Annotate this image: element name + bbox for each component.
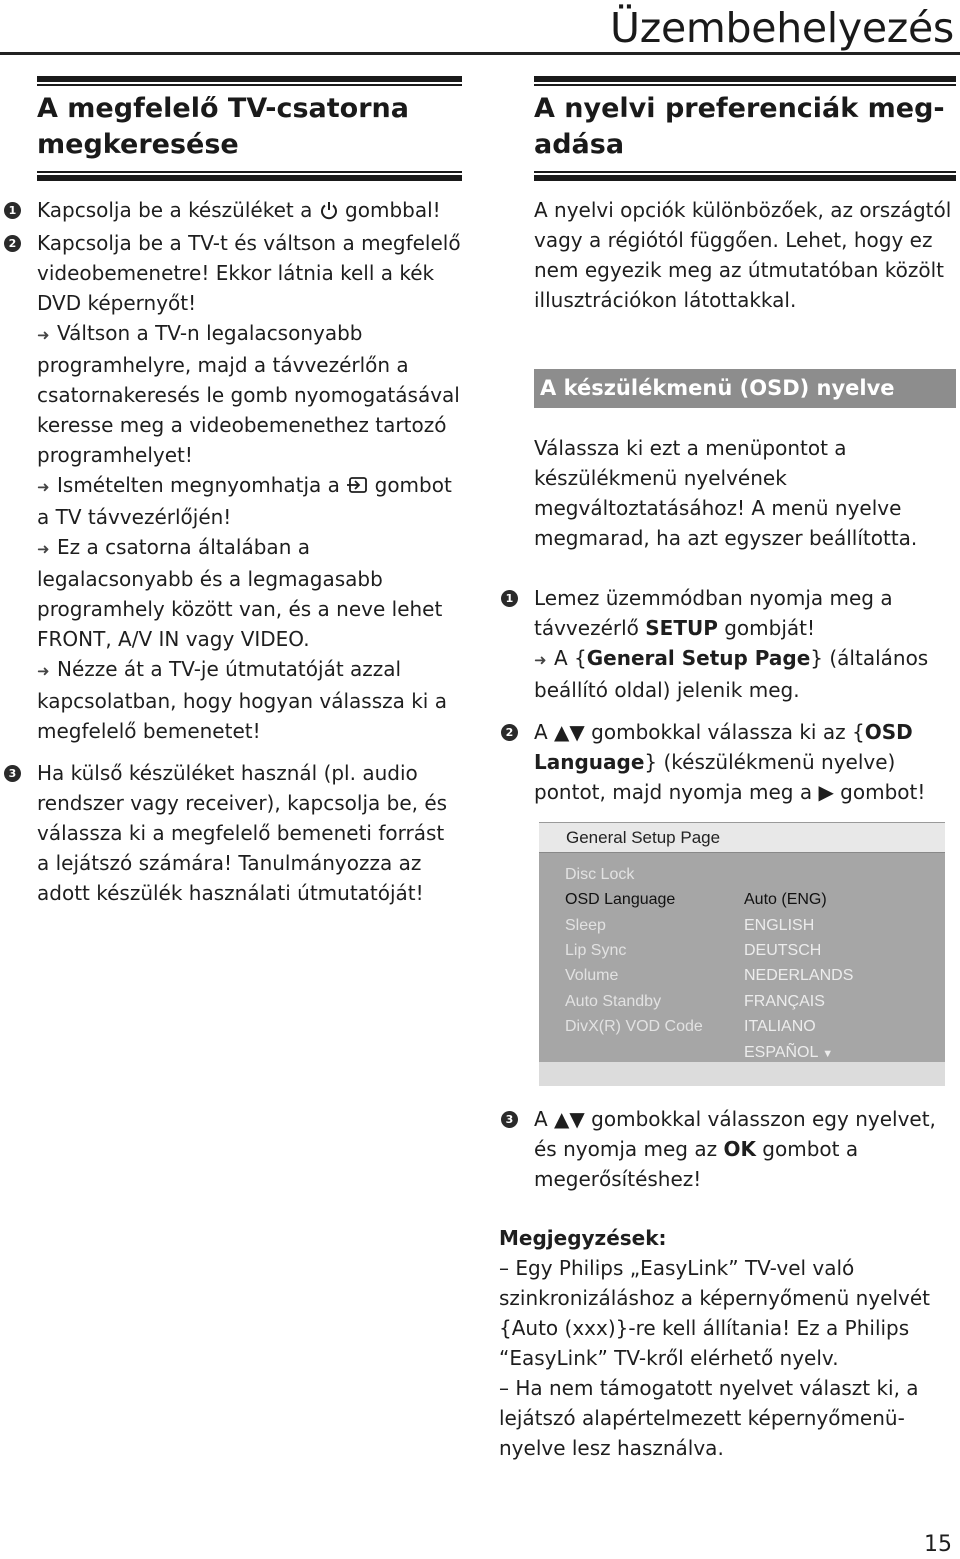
input-source-icon: [346, 473, 368, 497]
step-number: 3: [501, 1111, 518, 1128]
step-number: 1: [4, 202, 21, 219]
step-text: Ha külső készüléket használ (pl. audio rendszer vagy receiver), kapcsolja be, és válassza ki a megfelelő bemeneti forrást a lejátszó számára! Tanulmányozza az adott készülék használati útmutatóját!: [37, 761, 448, 905]
step-number: 3: [4, 765, 21, 782]
osd-option: ENGLISH: [744, 917, 815, 934]
step-text: Kapcsolja be a készüléket a: [37, 198, 319, 222]
step-text: A ▲▼ gombokkal válassza ki az {: [534, 720, 865, 744]
note-item: – Ha nem támogatott nyelvet választ ki, a lejátszó alapértelmezett képernyőmenü-nyelve lesz használva.: [499, 1376, 919, 1460]
subpoint: [37, 532, 462, 654]
osd-menu-footer: [539, 1062, 945, 1086]
right-title-line2: adása: [534, 129, 625, 160]
osd-option: FRANÇAIS: [744, 993, 825, 1010]
step-number: 2: [501, 724, 518, 741]
left-title-line2: megkeresése: [37, 129, 239, 160]
osd-language-badge: A készülékmenü (OSD) nyelve: [534, 369, 956, 408]
subpoint-text: Nézze át a TV-je útmutatóját azzal kapcsolatban, hogy hogyan válassza ki a megfelelő bemenetet!: [37, 657, 447, 743]
subpoint-text: } (általános beállító oldal) jelenik meg.: [534, 646, 929, 702]
osd-menu-item: Disc Lock: [565, 866, 635, 883]
osd-menu-item: Auto Standby: [565, 993, 662, 1010]
step-text: Kapcsolja be a TV-t és váltson a megfelelő videobemenetre! Ekkor látnia kell a kék DVD képernyőt!: [37, 231, 461, 315]
left-step-3: [8, 758, 462, 908]
left-section-title: [37, 91, 462, 163]
right-section-title: [534, 91, 956, 163]
osd-menu-item: Volume: [565, 967, 619, 984]
right-step-2: [505, 717, 956, 807]
arrow-icon: ➜: [534, 651, 547, 669]
osd-option-last: [744, 1043, 833, 1064]
notes-title: Megjegyzések:: [499, 1226, 667, 1250]
step-text: gombját!: [717, 616, 815, 640]
right-section: [534, 76, 956, 181]
subpoint: [37, 654, 462, 746]
osd-option-selected: Auto (ENG): [744, 891, 827, 908]
power-icon: [319, 198, 339, 222]
step-text: gombot a megerősítéshez!: [534, 1137, 859, 1191]
arrow-icon: ➜: [37, 478, 50, 496]
right-intro: A nyelvi opciók különbözőek, az országtól vagy a régiótól függően. Lehet, hogy ez nem egyezik meg az útmutatóban közölt illusztrációkon látottakkal.: [534, 198, 952, 312]
page-number: 15: [924, 1532, 952, 1557]
step-text: } (készülékmenü nyelve) pontot, majd nyomja meg a ▶ gombot!: [534, 750, 926, 804]
step-text: Lemez üzemmódban nyomja meg a távvezérlő: [534, 586, 893, 640]
right-step-3-block: [505, 1104, 956, 1194]
general-setup-page-label: General Setup Page: [586, 646, 811, 670]
section-rule-top: [534, 76, 956, 86]
osd-intro: Válassza ki ezt a menüpontot a készülékmenü nyelvének megváltoztatásához! A menü nyelve megmarad, ha azt egyszer beállította.: [534, 436, 918, 550]
right-steps: [505, 583, 956, 807]
osd-option: ITALIANO: [744, 1018, 816, 1035]
step-text: A ▲▼ gombokkal válasszon egy nyelvet, és nyomja meg az: [534, 1107, 936, 1161]
section-rule-top: [37, 76, 462, 86]
page-title: Üzembehelyezés: [610, 4, 954, 52]
osd-menu-item: DivX(R) VOD Code: [565, 1018, 703, 1035]
arrow-icon: ➜: [37, 540, 50, 558]
step-number: 1: [501, 590, 518, 607]
left-step-2: [8, 228, 462, 318]
osd-menu-item: Sleep: [565, 917, 606, 934]
setup-key-label: SETUP: [645, 616, 718, 640]
left-steps: [8, 195, 462, 908]
osd-language-label: OSD Language: [534, 720, 913, 774]
osd-menu-item: Lip Sync: [565, 942, 627, 959]
subpoint: [37, 470, 462, 532]
subpoint: [37, 318, 462, 470]
step-text: gombbal!: [338, 198, 441, 222]
subpoint-text: A {: [554, 646, 587, 670]
section-rule-bottom: [534, 171, 956, 181]
osd-menu-item-selected: OSD Language: [565, 891, 676, 908]
triangle-down-icon: ▼: [822, 1048, 834, 1060]
osd-option: NEDERLANDS: [744, 967, 854, 984]
section-rule-bottom: [37, 171, 462, 181]
arrow-icon: ➜: [37, 662, 50, 680]
osd-menu-body: [539, 852, 945, 1062]
left-title-line1: A megfelelő TV-csatorna: [37, 93, 409, 124]
top-rule: [0, 52, 960, 55]
osd-option: ESPAÑOL: [744, 1044, 818, 1061]
subpoint: [534, 643, 956, 705]
subpoint-text: gombot a TV távvezérlőjén!: [37, 473, 452, 529]
right-step-1: [505, 583, 956, 643]
osd-option: DEUTSCH: [744, 942, 822, 959]
ok-key-label: OK: [723, 1137, 756, 1161]
osd-menu-header: General Setup Page: [539, 822, 945, 852]
left-section: [37, 76, 462, 181]
note-item: – Egy Philips „EasyLink” TV-vel való szinkronizáláshoz a képernyőmenü nyelvét {Auto (xxx)}-re kell állítania! Ez a Philips “EasyLink” TV-kről elérhető nyelv.: [499, 1256, 930, 1370]
subpoint-text: Ez a csatorna általában a legalacsonyabb és a legmagasabb programhely között van, és a neve lehet FRONT, A/V IN vagy VIDEO.: [37, 535, 443, 651]
osd-menu-screenshot: [539, 822, 945, 1084]
subpoint-text: Ismételten megnyomhatja a: [57, 473, 347, 497]
right-step-3: [505, 1104, 956, 1194]
notes: [499, 1223, 954, 1463]
arrow-icon: ➜: [37, 326, 50, 344]
step-number: 2: [4, 235, 21, 252]
right-title-line1: A nyelvi preferenciák meg-: [534, 93, 945, 124]
left-step-1: [8, 195, 462, 225]
subpoint-text: Váltson a TV-n legalacsonyabb programhelyre, majd a távvezérlőn a csatornakeresés le gomb nyomogatásával keresse meg a videobemenethez tartozó programhelyet!: [37, 321, 460, 467]
